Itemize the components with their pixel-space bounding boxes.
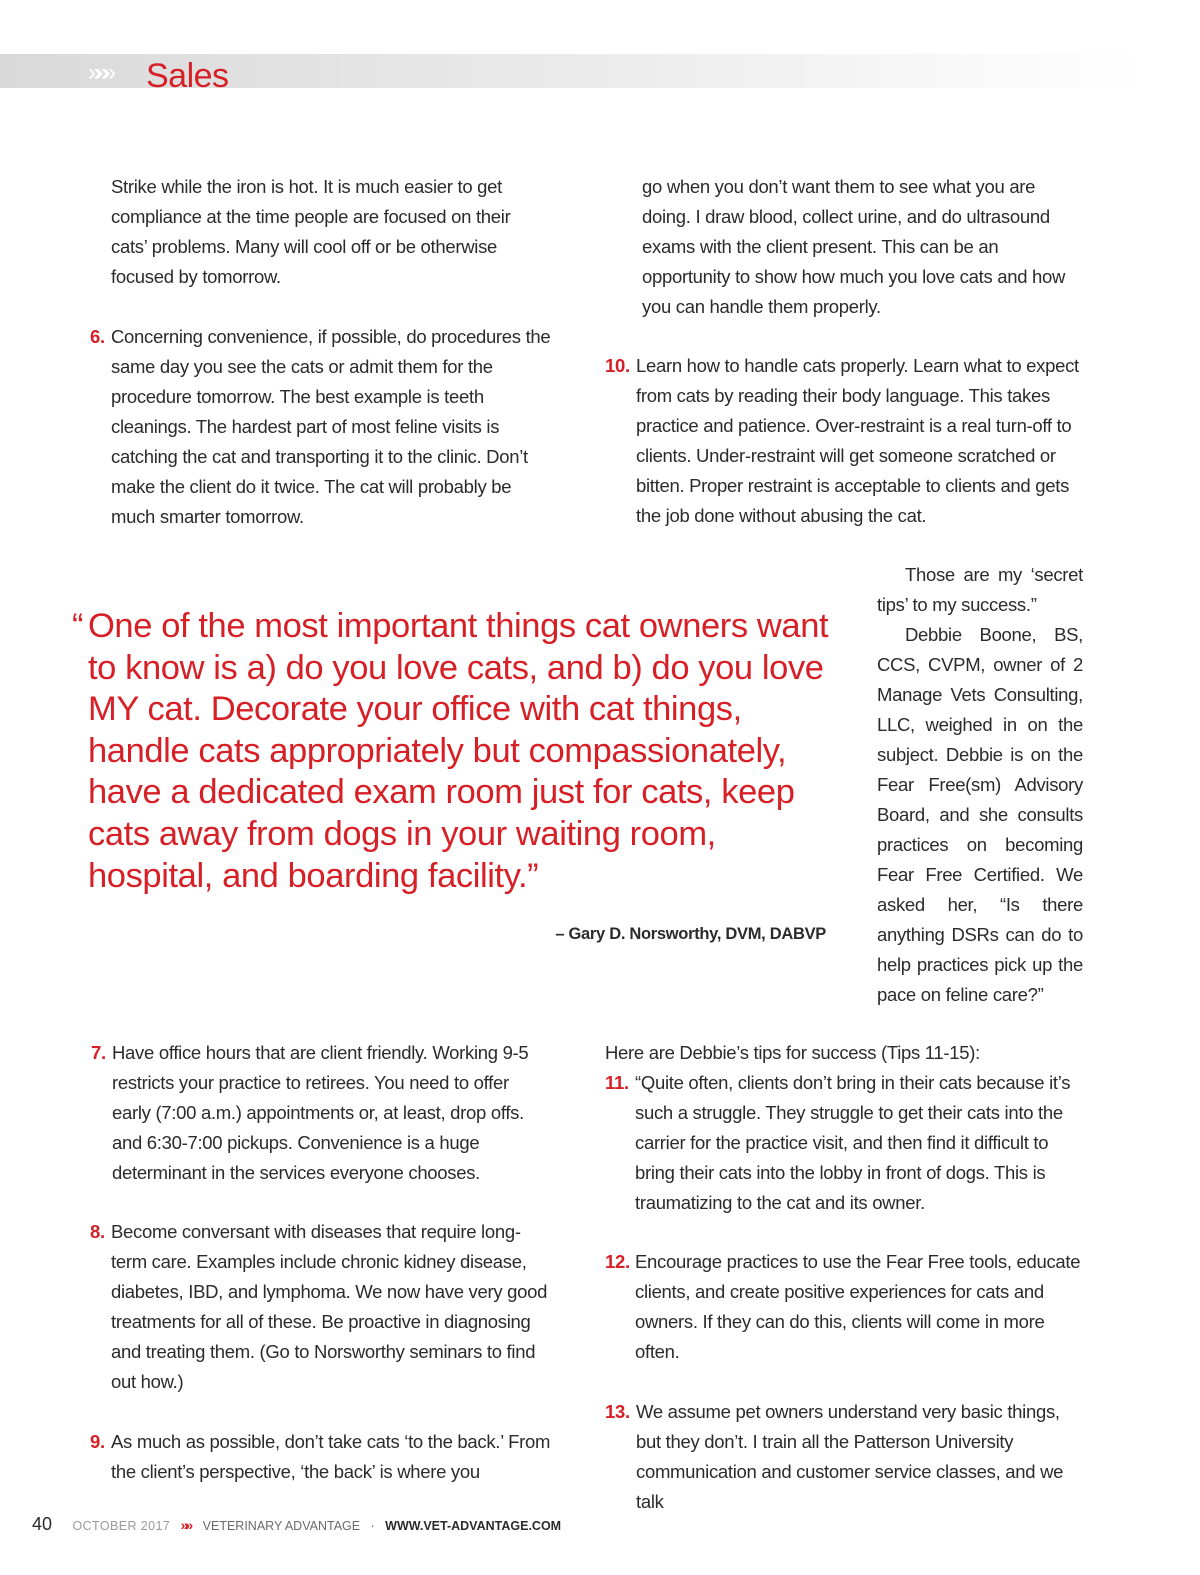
right-column-top [642,172,1083,322]
item-number: 8. [90,1221,105,1242]
item-text: Learn how to handle cats properly. Learn what to expect from cats by reading their body language. This takes practice and patience. Over-restraint is a real turn-off to clients. Under-restraint will get someone scratched or bitten. Proper restraint is acceptable to clients and gets the job done without abusing the cat. [636,355,1079,526]
item-text: Become conversant with diseases that require long-term care. Examples include chronic kidney disease, diabetes, IBD, and lymphoma. We now have very good treatments for all of these. Be proactive in diagnosing and treating them. (Go to Norsworthy seminars to find out how.) [111,1221,548,1392]
item-number: 12. [605,1251,630,1272]
item-number: 9. [90,1431,105,1452]
section-title: Sales [146,57,229,95]
item-text: We assume pet owners understand very basic things, but they don’t. I train all the Patterson University communication and customer service classes, and we talk [636,1401,1064,1512]
pull-quote-text: One of the most important things cat owners want to know is a) do you love cats, and b) do you love MY cat. Decorate your office with cat things, handle cats appropriately but compassionately, have a dedicated exam room just for cats, keep cats away from dogs in your waiting room, hospital, and boarding facility.” [88,607,829,895]
footer-separator: · [370,1519,375,1533]
item-text: As much as possible, don’t take cats ‘to the back.’ From the client’s perspective, ‘the back’ is where you [111,1431,551,1482]
list-item-6 [90,322,551,532]
item-text: “Quite often, clients don’t bring in their cats because it’s such a struggle. They struggle to get their cats into the carrier for the practice visit, and then find it difficult to bring their cats into the lobby in front of dogs. This is traumatizing to the cat and its owner. [635,1072,1071,1213]
issue-date: OCTOBER 2017 [72,1519,171,1533]
list-item-9 [90,1427,553,1487]
list-item-7 [91,1038,552,1188]
item-number: 10. [605,355,630,376]
website-link[interactable]: WWW.VET-ADVANTAGE.COM [385,1519,562,1533]
side-column [877,560,1083,1010]
publication-name: VETERINARY ADVANTAGE [202,1519,361,1533]
list-item-13 [605,1397,1086,1517]
page-footer [32,1514,561,1538]
side-paragraph-2: Debbie Boone, BS, CCS, CVPM, owner of 2 Manage Vets Consulting, LLC, weighed in on the subject. Debbie is on the Fear Free(sm) Advisory Board, and she consults practices on becoming Fear Free Certified. We asked her, “Is there anything DSRs can do to help practices pick up the pace on feline care?” [877,624,1083,1005]
section-chevron-icon: »»» [88,59,111,86]
item-text: Concerning convenience, if possible, do procedures the same day you see the cats or admit them for the procedure tomorrow. The best example is teeth cleanings. The hardest part of most feline visits is catching the cat and transporting it to the clinic. Don’t make the client do it twice. The cat will probably be much smarter tomorrow. [111,326,551,527]
item-number: 7. [91,1042,106,1063]
item-number: 6. [90,326,105,347]
side-paragraph-1: Those are my ‘secret tips’ to my success.” [877,564,1083,615]
item-text: Have office hours that are client friendly. Working 9-5 restricts your practice to retirees. You need to offer early (7:00 a.m.) appointments or, at least, drop offs. and 6:30-7:00 pickups. Convenience is a huge determinant in the services everyone chooses. [112,1042,529,1183]
list-item-10 [605,351,1083,531]
pull-quote-attribution: – Gary D. Norsworthy, DVM, DABVP [555,925,826,943]
list-item-8 [90,1217,551,1397]
left-column-top [111,172,551,292]
list-item-12 [605,1247,1085,1367]
item-number: 13. [605,1401,630,1422]
item-text: Encourage practices to use the Fear Free tools, educate clients, and create positive experiences for cats and owners. If they can do this, clients will come in more often. [635,1251,1081,1362]
footer-chevron-icon: »» [180,1517,191,1533]
intro-paragraph: Strike while the iron is hot. It is much easier to get compliance at the time people are focused on their cats’ problems. Many will cool off or be otherwise focused by tomorrow. [111,176,511,287]
list-item-11 [605,1068,1085,1218]
tips-intro [605,1038,1085,1068]
item-number: 11. [605,1072,629,1093]
continuation-paragraph: go when you don’t want them to see what you are doing. I draw blood, collect urine, and do ultrasound exams with the client present. This can be an opportunity to show how much you love cats and how you can handle them properly. [642,176,1066,317]
tips-intro-text: Here are Debbie’s tips for success (Tips 11-15): [605,1042,980,1063]
pull-quote [72,606,832,897]
pull-quote-open-mark: “ [72,607,84,645]
page-number: 40 [32,1514,53,1534]
